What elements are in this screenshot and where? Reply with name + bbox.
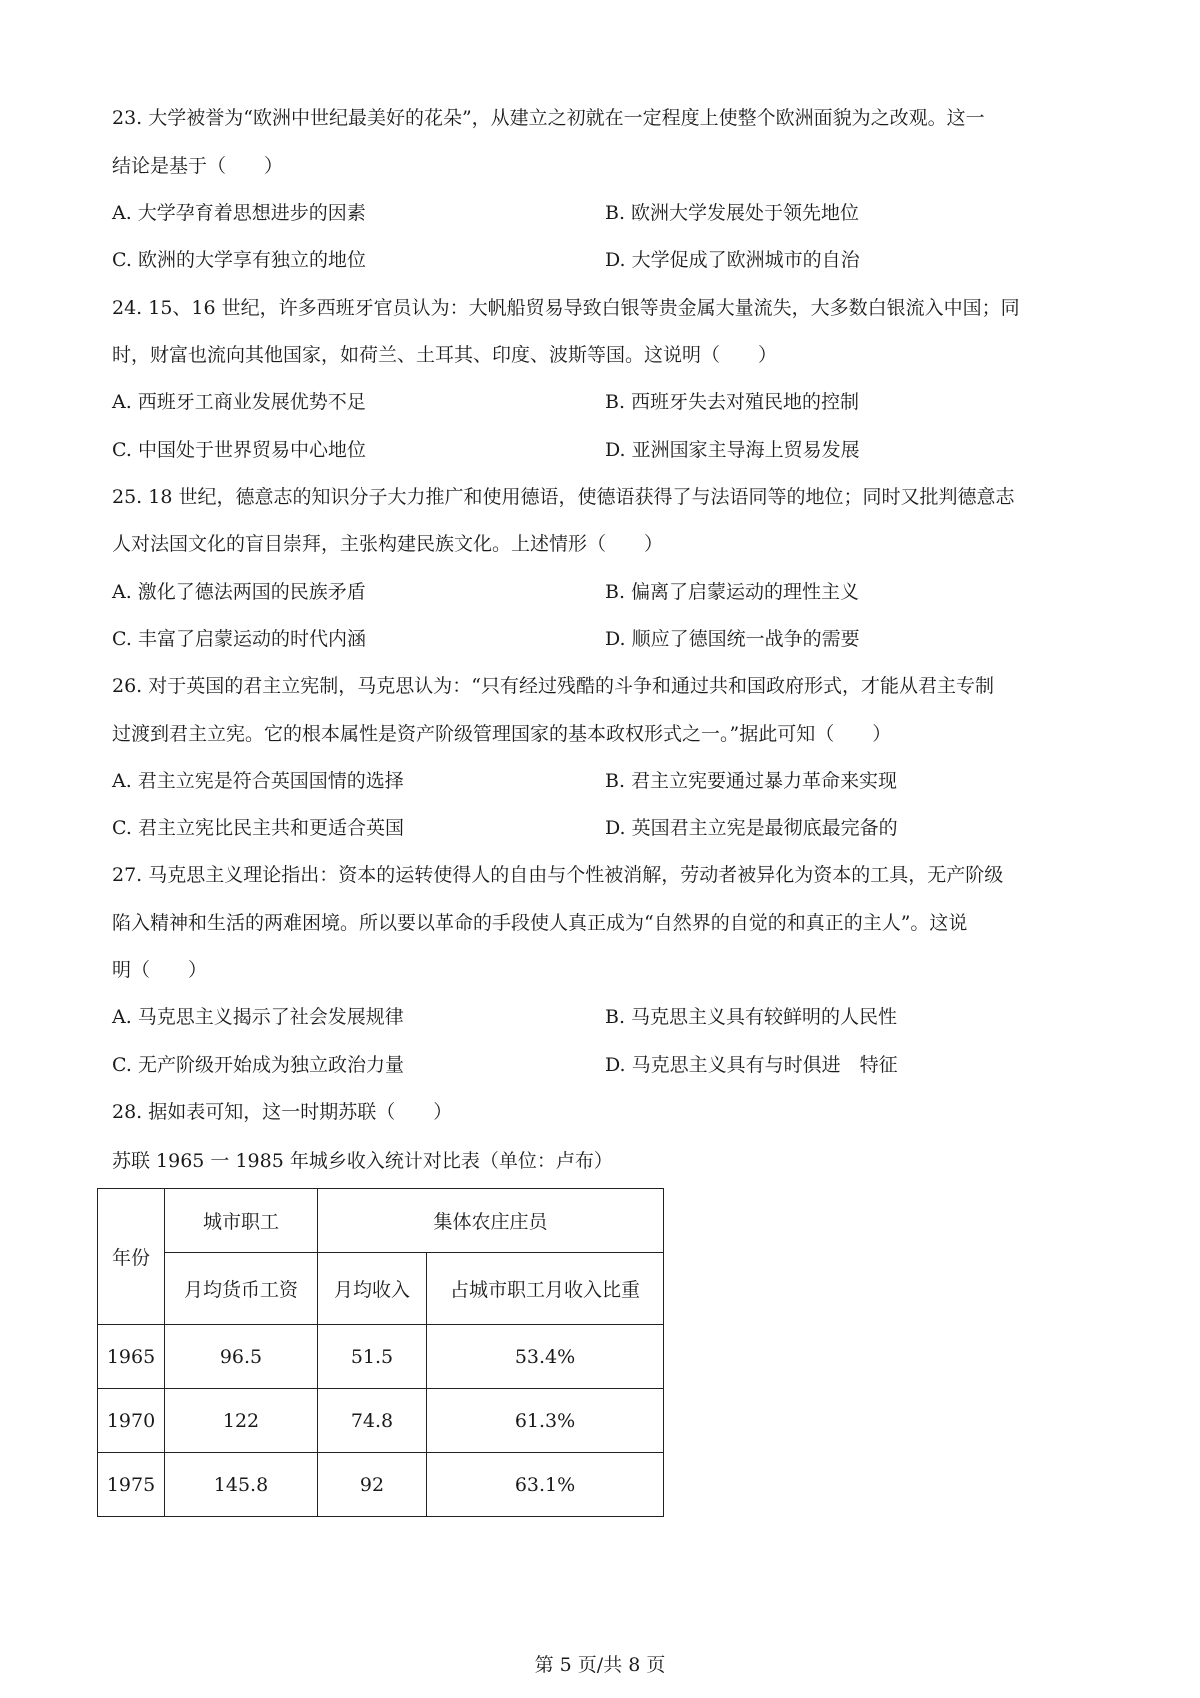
cell-year: 1970: [98, 1389, 165, 1453]
subheader-city-wage: 月均货币工资: [165, 1253, 318, 1325]
subheader-farm-ratio: 占城市职工月收入比重: [427, 1253, 664, 1325]
question-24-option-b: B. 西班牙失去对殖民地的控制: [605, 391, 860, 413]
cell-income: 51.5: [318, 1325, 427, 1389]
cell-wage: 122: [165, 1389, 318, 1453]
question-25-option-a: A. 激化了德法两国的民族矛盾: [112, 581, 366, 603]
question-23-option-d: D. 大学促成了欧洲城市的自治: [605, 249, 860, 271]
table-row: [98, 1453, 664, 1517]
table-row: [98, 1325, 664, 1389]
cell-ratio: 63.1%: [427, 1453, 664, 1517]
question-27-option-c: C. 无产阶级开始成为独立政治力量: [112, 1054, 404, 1076]
cell-ratio: 53.4%: [427, 1325, 664, 1389]
question-23-option-c: C. 欧洲的大学享有独立的地位: [112, 249, 366, 271]
table-caption: 苏联 1965 一 1985 年城乡收入统计对比表（单位：卢布）: [112, 1150, 613, 1172]
question-26-option-a: A. 君主立宪是符合英国国情的选择: [112, 770, 404, 792]
income-table: [97, 1188, 664, 1517]
cell-wage: 145.8: [165, 1453, 318, 1517]
header-year: 年份: [98, 1189, 165, 1325]
question-24-option-d: D. 亚洲国家主导海上贸易发展: [605, 439, 860, 461]
question-23-line-1: 23. 大学被誉为“欧洲中世纪最美好的花朵”，从建立之初就在一定程度上使整个欧洲面貌为之改观。这一: [112, 107, 985, 129]
question-25-option-b: B. 偏离了启蒙运动的理性主义: [605, 581, 860, 603]
question-28-line-1: 28. 据如表可知，这一时期苏联（ ）: [112, 1101, 453, 1123]
cell-income: 74.8: [318, 1389, 427, 1453]
question-26-option-c: C. 君主立宪比民主共和更适合英国: [112, 817, 404, 839]
question-27-option-a: A. 马克思主义揭示了社会发展规律: [112, 1006, 404, 1028]
question-24-option-c: C. 中国处于世界贸易中心地位: [112, 439, 366, 461]
header-city: 城市职工: [165, 1189, 318, 1253]
question-26-line-2: 过渡到君主立宪。它的根本属性是资产阶级管理国家的基本政权形式之一。”据此可知（ ）: [112, 723, 892, 745]
question-26-line-1: 26. 对于英国的君主立宪制，马克思认为：“只有经过残酷的斗争和通过共和国政府形式，才能从君主专制: [112, 675, 994, 697]
cell-income: 92: [318, 1453, 427, 1517]
question-25-option-c: C. 丰富了启蒙运动的时代内涵: [112, 628, 366, 650]
question-23-line-2: 结论是基于（ ）: [112, 155, 284, 177]
question-23-option-a: A. 大学孕育着思想进步的因素: [112, 202, 366, 224]
question-25-option-d: D. 顺应了德国统一战争的需要: [605, 628, 860, 650]
header-farm: 集体农庄庄员: [318, 1189, 664, 1253]
cell-wage: 96.5: [165, 1325, 318, 1389]
cell-ratio: 61.3%: [427, 1389, 664, 1453]
question-26-option-b: B. 君主立宪要通过暴力革命来实现: [605, 770, 898, 792]
page-number: 第 5 页/共 8 页: [534, 1654, 666, 1676]
question-27-line-2: 陷入精神和生活的两难困境。所以要以革命的手段使人真正成为“自然界的自觉的和真正的主人”。这说: [112, 912, 968, 934]
question-24-line-2: 时，财富也流向其他国家，如荷兰、土耳其、印度、波斯等国。这说明（ ）: [112, 344, 778, 366]
question-25-line-2: 人对法国文化的盲目崇拜，主张构建民族文化。上述情形（ ）: [112, 533, 664, 555]
question-24-option-a: A. 西班牙工商业发展优势不足: [112, 391, 366, 413]
question-26-option-d: D. 英国君主立宪是最彻底最完备的: [605, 817, 898, 839]
question-24-line-1: 24. 15、16 世纪，许多西班牙官员认为：大帆船贸易导致白银等贵金属大量流失，大多数白银流入中国；同: [112, 297, 1020, 319]
question-23-option-b: B. 欧洲大学发展处于领先地位: [605, 202, 860, 224]
question-27-line-3: 明（ ）: [112, 959, 208, 981]
cell-year: 1975: [98, 1453, 165, 1517]
question-27-line-1: 27. 马克思主义理论指出：资本的运转使得人的自由与个性被消解，劳动者被异化为资本的工具，无产阶级: [112, 864, 1004, 886]
question-27-option-b: B. 马克思主义具有较鲜明的人民性: [605, 1006, 898, 1028]
table-row: [98, 1389, 664, 1453]
cell-year: 1965: [98, 1325, 165, 1389]
question-27-option-d: D. 马克思主义具有与时俱进 特征: [605, 1054, 898, 1076]
question-25-line-1: 25. 18 世纪，德意志的知识分子大力推广和使用德语，使德语获得了与法语同等的地位；同时又批判德意志: [112, 486, 1015, 508]
subheader-farm-income: 月均收入: [318, 1253, 427, 1325]
